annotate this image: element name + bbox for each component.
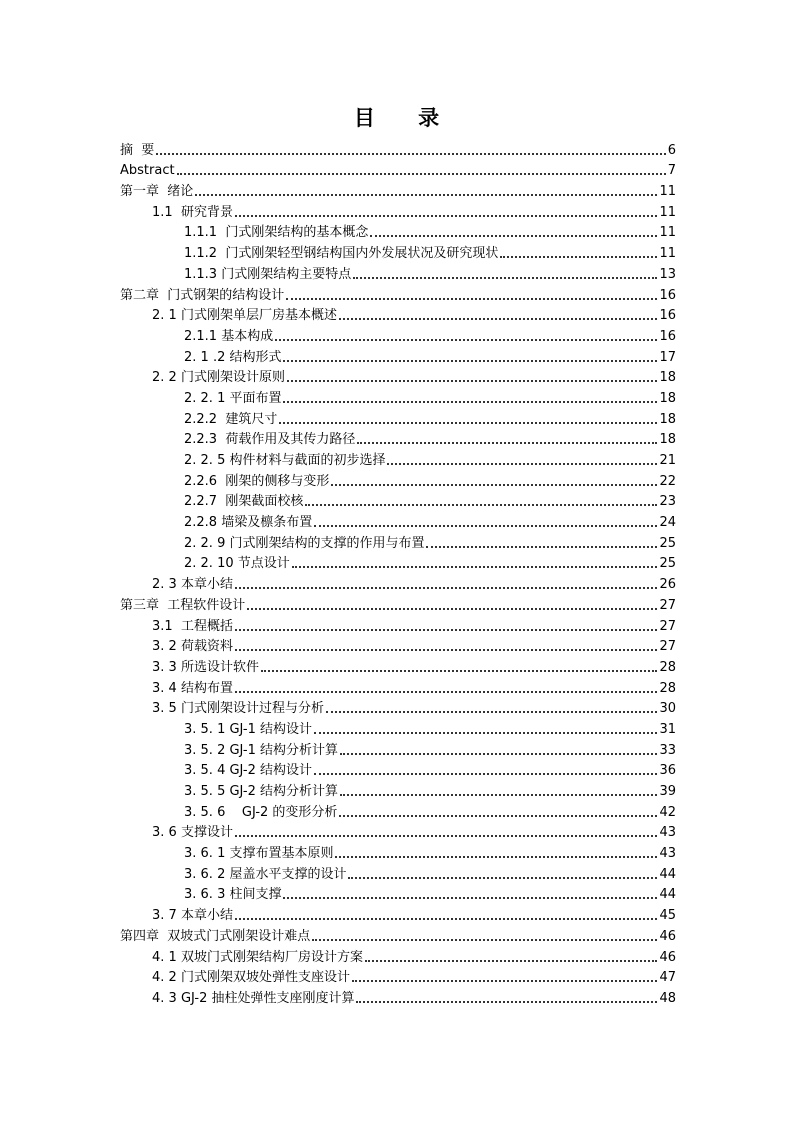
- toc-entry-title: 第二章 门式钢架的结构设计: [120, 287, 285, 303]
- toc-entry-page: 43: [659, 846, 676, 862]
- toc-entry-title: 3. 5. 1 GJ-1 结构设计: [184, 721, 313, 737]
- toc-entry-title: 4. 1 双坡门式刚架结构厂房设计方案: [152, 949, 363, 965]
- toc-entry-page: 42: [659, 804, 676, 820]
- toc-entry[interactable]: [120, 884, 676, 905]
- dot-leader: [235, 215, 658, 217]
- toc-entry[interactable]: [120, 656, 676, 677]
- toc-entry[interactable]: [120, 801, 676, 822]
- dot-leader: [326, 711, 658, 713]
- dot-leader: [387, 463, 657, 465]
- dot-leader: [339, 815, 657, 817]
- toc-entry-page: 18: [659, 411, 676, 427]
- toc-entry-title: 2. 2. 9 门式刚架结构的支撑的作用与布置: [184, 535, 425, 551]
- toc-entry-title: 第三章 工程软件设计: [120, 597, 246, 613]
- dot-leader: [287, 380, 658, 382]
- toc-entry-title: 3. 6. 1 支撑布置基本原则: [184, 846, 334, 862]
- toc-entry-page: 11: [659, 225, 676, 241]
- toc-entry-title: 3. 7 本章小结: [152, 908, 233, 924]
- toc-entry-page: 16: [659, 287, 676, 303]
- toc-entry[interactable]: [120, 470, 676, 491]
- toc-entry-page: 11: [659, 246, 676, 262]
- toc-entry[interactable]: [120, 387, 676, 408]
- dot-leader: [275, 339, 657, 341]
- toc-entry[interactable]: [120, 842, 676, 863]
- toc-entry[interactable]: [120, 760, 676, 781]
- toc-entry-title: 1.1 研究背景: [152, 204, 233, 220]
- dot-leader: [247, 608, 657, 610]
- table-of-contents: [120, 139, 676, 1008]
- dot-leader: [156, 153, 665, 155]
- toc-title: 目 录: [353, 106, 458, 130]
- toc-entry-title: 2. 3 本章小结: [152, 577, 233, 593]
- toc-entry-page: 43: [659, 825, 676, 841]
- toc-entry-page: 11: [659, 184, 676, 200]
- toc-entry-title: 1.1.1 门式刚架结构的基本概念: [184, 225, 369, 241]
- toc-entry-title: 2.2.2 建筑尺寸: [184, 411, 278, 427]
- toc-entry-title: 4. 3 GJ-2 抽柱处弹性支座刚度计算: [152, 990, 355, 1006]
- dot-leader: [261, 670, 658, 672]
- toc-entry-page: 17: [659, 349, 676, 365]
- toc-entry-title: 3. 5. 4 GJ-2 结构设计: [184, 763, 313, 779]
- toc-entry-title: 1.1.2 门式刚架轻型钢结构国内外发展状况及研究现状: [184, 246, 499, 262]
- toc-entry-page: 16: [659, 328, 676, 344]
- toc-entry[interactable]: [120, 718, 676, 739]
- toc-entry-page: 44: [659, 866, 676, 882]
- toc-entry[interactable]: [120, 408, 676, 429]
- toc-entry-page: 21: [659, 453, 676, 468]
- dot-leader: [195, 194, 657, 196]
- toc-entry-title: 3. 4 结构布置: [152, 680, 233, 696]
- dot-leader: [339, 318, 658, 320]
- toc-entry-title: 3. 3 所选设计软件: [152, 659, 259, 675]
- toc-entry-title: 摘 要: [120, 142, 155, 158]
- dot-leader: [286, 298, 657, 300]
- dot-leader: [331, 484, 657, 486]
- toc-entry-page: 39: [659, 784, 676, 799]
- toc-entry-page: 23: [659, 494, 676, 510]
- toc-entry[interactable]: [120, 491, 676, 512]
- toc-entry[interactable]: [120, 553, 676, 574]
- toc-entry-title: 3. 5 门式刚架设计过程与分析: [152, 701, 324, 717]
- toc-entry-title: 2. 2. 5 构件材料与截面的初步选择: [184, 453, 386, 468]
- dot-leader: [370, 235, 657, 237]
- toc-entry[interactable]: [120, 160, 676, 181]
- dot-leader: [283, 360, 657, 362]
- toc-entry-page: 22: [659, 473, 676, 489]
- toc-entry-page: 27: [659, 618, 676, 634]
- toc-entry-page: 7: [667, 163, 676, 179]
- toc-entry-page: 36: [659, 763, 676, 779]
- dot-leader: [340, 794, 657, 796]
- toc-entry[interactable]: [120, 180, 676, 201]
- toc-entry-title: 2. 2. 1 平面布置: [184, 390, 282, 406]
- toc-entry[interactable]: [120, 325, 676, 346]
- dot-leader: [312, 939, 657, 941]
- toc-entry-page: 44: [659, 887, 676, 903]
- toc-entry-page: 46: [659, 949, 676, 965]
- toc-entry-title: Abstract: [120, 163, 175, 179]
- toc-entry-page: 27: [659, 639, 676, 655]
- dot-leader: [426, 546, 657, 548]
- toc-entry[interactable]: [120, 139, 676, 160]
- toc-entry-page: 30: [659, 701, 676, 717]
- toc-entry-page: 25: [659, 535, 676, 551]
- dot-leader: [305, 504, 657, 506]
- toc-entry[interactable]: [120, 242, 676, 263]
- toc-entry-page: 27: [659, 597, 676, 613]
- toc-entry[interactable]: [120, 429, 676, 450]
- toc-entry-page: 6: [667, 142, 676, 158]
- toc-entry-title: 3. 6 支撑设计: [152, 825, 233, 841]
- dot-leader: [500, 256, 657, 258]
- toc-entry-title: 3. 5. 6 GJ-2 的变形分析: [184, 804, 338, 820]
- dot-leader: [235, 835, 658, 837]
- toc-entry[interactable]: [120, 636, 676, 657]
- toc-entry-page: 28: [659, 659, 676, 675]
- toc-entry-page: 18: [659, 370, 676, 386]
- toc-entry-title: 第一章 绪论: [120, 184, 194, 200]
- toc-entry-title: 2.2.3 荷载作用及其传力路径: [184, 432, 356, 448]
- dot-leader: [348, 877, 657, 879]
- toc-entry[interactable]: [120, 449, 676, 470]
- toc-entry-title: 第四章 双坡式门式刚架设计难点: [120, 928, 311, 944]
- toc-entry-title: 2.2.6 刚架的侧移与变形: [184, 473, 330, 489]
- dot-leader: [314, 773, 657, 775]
- toc-entry-title: 2. 2. 10 节点设计: [184, 556, 290, 572]
- dot-leader: [340, 753, 657, 755]
- toc-entry-title: 2. 2 门式刚架设计原则: [152, 370, 285, 386]
- dot-leader: [279, 422, 657, 424]
- toc-entry[interactable]: [120, 573, 676, 594]
- toc-entry[interactable]: [120, 967, 676, 988]
- toc-entry[interactable]: [120, 780, 676, 801]
- dot-leader: [314, 732, 657, 734]
- toc-entry[interactable]: [120, 677, 676, 698]
- toc-entry-page: 26: [659, 577, 676, 593]
- toc-entry-title: 2.2.7 刚架截面校核: [184, 494, 304, 510]
- toc-entry[interactable]: [120, 222, 676, 243]
- toc-entry[interactable]: [120, 904, 676, 925]
- toc-entry-title: 3. 6. 3 柱间支撑: [184, 887, 282, 903]
- toc-entry-title: 4. 2 门式刚架双坡处弹性支座设计: [152, 970, 350, 986]
- toc-entry-page: 11: [659, 204, 676, 220]
- dot-leader: [177, 173, 666, 175]
- toc-entry[interactable]: [120, 739, 676, 760]
- dot-leader: [353, 277, 657, 279]
- dot-leader: [352, 980, 658, 982]
- toc-entry-page: 28: [659, 680, 676, 696]
- toc-entry-page: 48: [659, 990, 676, 1006]
- toc-entry-page: 31: [659, 721, 676, 737]
- toc-entry-title: 2. 1 门式刚架单层厂房基本概述: [152, 308, 337, 324]
- dot-leader: [365, 960, 658, 962]
- dot-leader: [357, 442, 657, 444]
- toc-entry[interactable]: [120, 863, 676, 884]
- dot-leader: [235, 691, 658, 693]
- toc-entry-page: 47: [659, 970, 676, 986]
- toc-entry-title: 3. 5. 5 GJ-2 结构分析计算: [184, 784, 339, 799]
- toc-entry-title: 2.2.8 墙梁及檩条布置: [184, 515, 313, 531]
- toc-entry-page: 13: [659, 266, 676, 282]
- toc-entry-page: 25: [659, 556, 676, 572]
- toc-entry[interactable]: [120, 511, 676, 532]
- toc-entry-page: 45: [659, 908, 676, 924]
- toc-entry-title: 3. 2 荷载资料: [152, 639, 233, 655]
- toc-entry[interactable]: [120, 346, 676, 367]
- dot-leader: [235, 629, 658, 631]
- dot-leader: [283, 401, 657, 403]
- toc-entry[interactable]: [120, 532, 676, 553]
- toc-entry[interactable]: [120, 263, 676, 284]
- toc-entry-title: 3. 5. 2 GJ-1 结构分析计算: [184, 742, 339, 758]
- toc-entry[interactable]: [120, 201, 676, 222]
- toc-entry-page: 18: [659, 432, 676, 448]
- toc-entry-page: 46: [659, 928, 676, 944]
- dot-leader: [335, 856, 657, 858]
- toc-entry-title: 3.1 工程概括: [152, 618, 233, 634]
- dot-leader: [283, 897, 657, 899]
- toc-entry-title: 3. 6. 2 屋盖水平支撑的设计: [184, 866, 347, 882]
- toc-entry-title: 2.1.1 基本构成: [184, 328, 274, 344]
- toc-entry[interactable]: [120, 284, 676, 305]
- dot-leader: [235, 587, 658, 589]
- toc-entry[interactable]: [120, 987, 676, 1008]
- toc-entry[interactable]: [120, 615, 676, 636]
- dot-leader: [235, 649, 658, 651]
- toc-entry[interactable]: [120, 305, 676, 326]
- dot-leader: [356, 1001, 657, 1003]
- toc-entry[interactable]: [120, 367, 676, 388]
- toc-entry-page: 24: [659, 515, 676, 531]
- toc-entry-title: 2. 1 .2 结构形式: [184, 349, 282, 365]
- toc-entry[interactable]: [120, 594, 676, 615]
- toc-entry[interactable]: [120, 925, 676, 946]
- toc-entry-title: 1.1.3 门式刚架结构主要特点: [184, 266, 352, 282]
- toc-entry-page: 18: [659, 390, 676, 406]
- toc-entry-page: 33: [659, 742, 676, 758]
- dot-leader: [292, 566, 658, 568]
- toc-entry-page: 16: [659, 308, 676, 324]
- toc-entry[interactable]: [120, 822, 676, 843]
- toc-entry[interactable]: [120, 946, 676, 967]
- toc-entry[interactable]: [120, 698, 676, 719]
- dot-leader: [235, 918, 658, 920]
- dot-leader: [314, 525, 657, 527]
